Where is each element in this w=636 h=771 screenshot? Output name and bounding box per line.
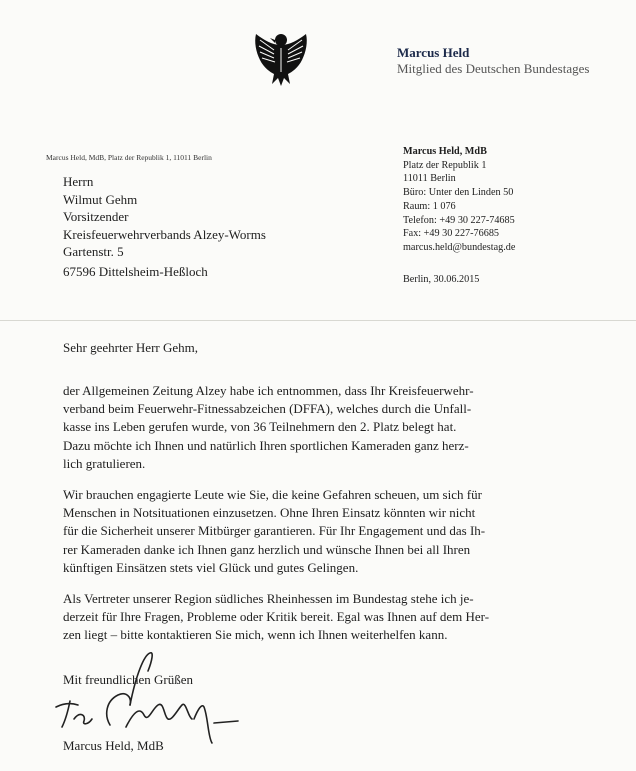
recipient-line: Kreisfeuerwehrverbands Alzey-Worms (63, 226, 266, 242)
paragraph-line: Dazu möchte ich Ihnen und natürlich Ihren sportlichen Kameraden ganz herz- (63, 437, 469, 453)
letter-date: Berlin, 30.06.2015 (403, 274, 480, 285)
contact-block (403, 145, 515, 255)
paper-fold-line (0, 320, 636, 321)
letterhead-role: Mitglied des Deutschen Bundestages (397, 61, 590, 76)
recipient-address (63, 173, 266, 261)
salutation: Sehr geehrter Herr Gehm, (63, 340, 198, 355)
paragraph-line: für die Sicherheit unserer Mitbürger garantieren. Für Ihr Engagement und das Ih- (63, 523, 486, 539)
paragraph-line: Wir brauchen engagierte Leute wie Sie, die keine Gefahren scheuen, um sich für (63, 487, 482, 502)
closing: Mit freundlichen Grüßen (63, 672, 193, 687)
paragraph-line: derzeit für Ihre Fragen, Probleme oder Kritik bereit. Egal was Ihnen auf dem Her- (63, 609, 490, 625)
body-paragraph (63, 486, 598, 577)
body-paragraph (63, 382, 598, 473)
signature-name: Marcus Held, MdB (63, 738, 164, 753)
contact-line: Raum: 1 076 (403, 200, 456, 212)
body-paragraph (63, 590, 598, 645)
sender-return-line: Marcus Held, MdB, Platz der Republik 1, 11011 Berlin (46, 153, 212, 162)
paragraph-line: künftigen Einsätzen stets viel Glück und gutes Gelingen. (63, 559, 359, 575)
contact-line: Fax: +49 30 227-76685 (403, 228, 500, 240)
recipient-line: Wilmut Gehm (63, 191, 138, 207)
letterhead-name: Marcus Held (397, 45, 470, 60)
paragraph-line: Als Vertreter unserer Region südliches Rheinhessen im Bundestag stehe ich je- (63, 591, 474, 606)
paragraph-line: kasse ins Leben gerufen wurde, von 36 Teilnehmern den 2. Platz belegt hat. (63, 419, 457, 435)
contact-line: 11011 Berlin (403, 173, 456, 185)
paragraph-line: zen liegt – bitte kontaktieren Sie mich, wenn ich Ihnen weiterhelfen kann. (63, 627, 448, 643)
paragraph-line: lich gratulieren. (63, 455, 146, 471)
recipient-city: 67596 Dittelsheim-Heßloch (63, 264, 208, 279)
contact-name: Marcus Held, MdB (403, 146, 487, 157)
federal-eagle-icon (250, 28, 312, 90)
paragraph-line: rer Kameraden danke ich Ihnen ganz herzlich und wünsche Ihnen bei all Ihren (63, 541, 471, 557)
recipient-line: Vorsitzender (63, 209, 129, 224)
recipient-line: Herrn (63, 174, 94, 189)
contact-email: marcus.held@bundestag.de (403, 241, 516, 253)
contact-line: Platz der Republik 1 (403, 159, 487, 171)
recipient-line: Gartenstr. 5 (63, 244, 124, 259)
paragraph-line: Menschen in Notsituationen einzusetzen. Ohne Ihren Einsatz könnten wir nicht (63, 505, 476, 521)
contact-line: Büro: Unter den Linden 50 (403, 187, 514, 199)
paragraph-line: der Allgemeinen Zeitung Alzey habe ich entnommen, dass Ihr Kreisfeuerwehr- (63, 383, 474, 398)
contact-line: Telefon: +49 30 227-74685 (403, 214, 515, 226)
paragraph-line: verband beim Feuerwehr-Fitnessabzeichen (DFFA), welches durch die Unfall- (63, 401, 472, 417)
